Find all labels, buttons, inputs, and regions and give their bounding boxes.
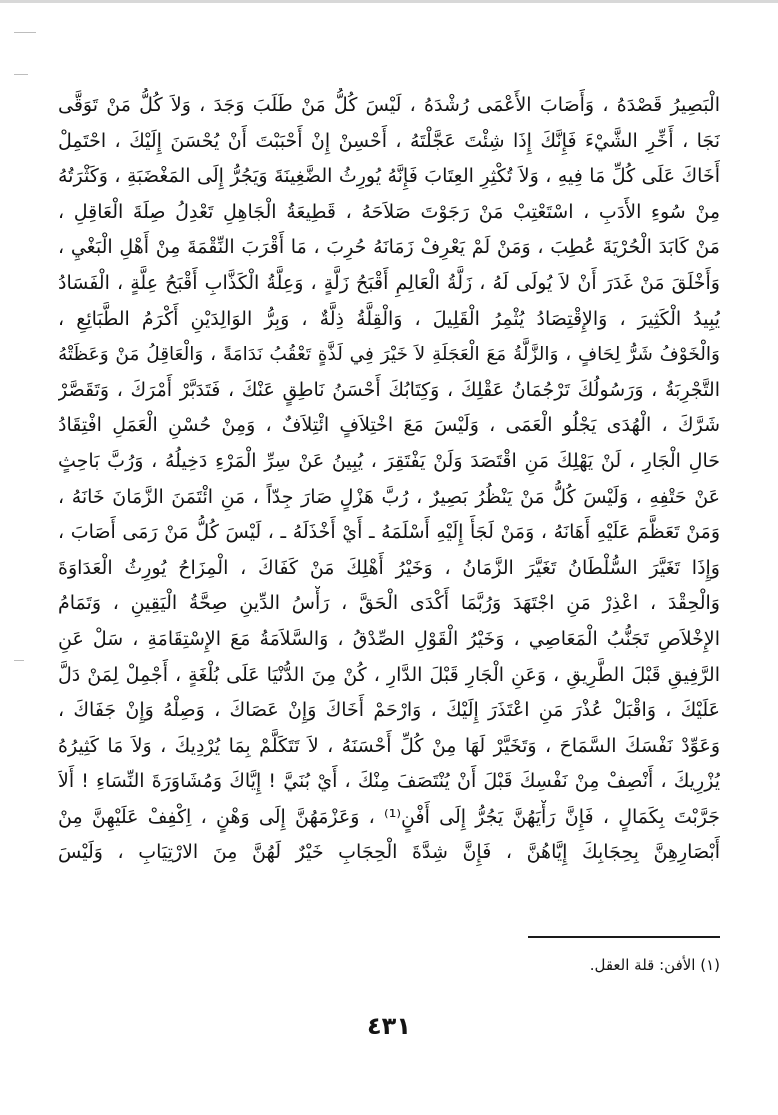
main-text-block	[58, 88, 720, 871]
text-line: وَأَخْلَقَ مَنْ غَدَرَ أَنْ لاَ يُولَى لَهُ ، زَلَّةُ الْعَالِمِ أَقْبَحُ زَلَّةٍ ، وَعِلَّةُ الْكَذَّابِ أَقْبَحُ عِلَّةٍ ، الْفَسَادُ	[58, 271, 720, 294]
text-line: التَّجْرِبَةُ ، وَرَسُولُكَ تَرْجُمَانُ عَقْلِكَ ، وَكِتَابُكَ أَحْسَنُ نَاطِقٍ عَنْكَ ، فَتَدَبَّرْ أَمْرَكَ ، وَتَقَصَّرْ	[58, 378, 720, 401]
text-line: مَنْ كَابَدَ الْحُرْيَةَ عُطِبَ ، وَمَنْ لَمْ يَعْرِفْ زَمَانَهُ حُرِبَ ، مَا أَقْرَبَ النِّقْمَةَ مِنْ أَهْلِ الْبَغْيِ ،	[58, 236, 720, 259]
scan-artifact	[14, 32, 36, 33]
text-line: الْبَصِيرُ قَصْدَهُ ، وَأَصَابَ الأَعْمَى رُشْدَهُ ، لَيْسَ كُلُّ مَنْ طَلَبَ وَجَدَ ، وَلاَ كُلُّ مَنْ تَوَقَّى	[58, 94, 720, 116]
text-line: أَبْصَارِهِنَّ بِحِجَابِكَ إِيَّاهُنَّ ، فَإِنَّ شِدَّةَ الْحِجَابِ خَيْرٌ لَهُنَّ مِنَ الارْتِيَابِ ، وَلَيْسَ	[58, 841, 720, 864]
text-line: مِنْ سُوءِ الأَدَبِ ، اسْتَعْتِبْ مَنْ رَجَوْتَ صَلاَحَهُ ، قَطِيعَةُ الْجَاهِلِ تَعْدِلُ صِلَةَ الْعَاقِلِ ،	[58, 200, 720, 223]
text-line: الإِخْلاَصِ تَجَنُّبُ الْمَعَاصِي ، وَخَيْرُ الْقَوْلِ الصِّدْقُ ، وَالسَّلاَمَةُ مَعَ الإِسْتِقَامَةِ ، سَلْ عَنِ	[58, 627, 720, 650]
text-line: يُبِيدُ الْكَثِيرَ ، وَالإِقْتِصَادُ يُثْمِرُ الْقَلِيلَ ، وَالْقِلَّةُ ذِلَّةٌ ، وَبِرُّ الوَالِدَيْنِ أَكْرَمُ الطَّبَائِعِ ،	[58, 307, 720, 330]
text-line: نَجَا ، أَخِّرِ الشَّيْءَ فَإِنَّكَ إِذَا شِئْتَ عَجَّلْتَهُ ، أَحْسِنْ إِنْ أَحْبَبْتَ أَنْ يُحْسَنَ إِلَيْكَ ، احْتَمِلْ	[58, 129, 720, 152]
text-line: أَخَاكَ عَلَى كُلِّ مَا فِيهِ ، وَلاَ تُكْثِرِ العِتَابَ فَإِنَّهُ يُورِثُ الضَّغِينَةَ وَيَجُرُّ إِلَى المَغْضَبَةِ ، وَكَثْرَتُهُ	[58, 165, 720, 188]
text-line: وَالْخَوْفُ شَرُّ لِحَافٍ ، وَالزَّلَّةُ مَعَ الْعَجَلَةِ لاَ خَيْرَ فِي لَذَّةٍ تَعْقُبُ نَدَامَةً ، وَالْعَاقِلُ مَنْ وَعَظَتْهُ	[58, 344, 720, 366]
text-line: حَالِ الْجَارِ ، لَنْ يَهْلِكَ مَنِ اقْتَصَدَ وَلَنْ يَفْتَقِرَ ، يُبِينُ عَنْ سِرِّ الْمَرْءِ دَخِيلُهُ ، وَرُبَّ بَاحِثٍ	[58, 449, 720, 472]
scan-artifact	[14, 660, 24, 661]
scan-artifact	[14, 74, 28, 75]
text-line: عَنْ حَتْفِهِ ، وَلَيْسَ كُلُّ مَنْ يَنْظُرُ بَصِيرٌ ، رُبَّ هَزْلٍ صَارَ جِدّاً ، مَنِ ائْتَمَنَ الزَّمَانَ خَانَهُ ،	[58, 485, 720, 508]
footnote: (١) الأفن: قلة العقل.	[589, 956, 720, 974]
text-line: وَمَنْ تَعَظَّمَ عَلَيْهِ أَهَانَهُ ، وَمَنْ لَجَأَ إِلَيْهِ أَسْلَمَهُ ـ أَيْ أَخْذَلَهُ ـ ، لَيْسَ كُلُّ مَنْ رَمَى أَصَابَ ،	[58, 521, 720, 544]
text-line: جَرَّبْتَ بِكَمَالٍ ، فَإِنَّ رَأْيَهُنَّ يَجُرُّ إِلَى أَفْنٍ⁽¹⁾ ، وَعَزْمَهُنَّ إِلَى وَهْنٍ ، اِكْفِفْ عَلَيْهِنَّ مِنْ	[58, 805, 720, 828]
page-top-edge	[0, 0, 778, 3]
text-line: يُزْرِيكَ ، أَنْصِفْ مِنْ نَفْسِكَ قَبْلَ أَنْ يُنْتَصَفَ مِنْكَ ، أَيْ بُنَيَّ ! إِيَّاكَ وَمُشَاوَرَةَ النِّسَاءِ ! أَلاَ	[58, 770, 720, 793]
text-line: شَرَّكَ ، الْهُدَى يَجْلُو الْعَمَى ، وَلَيْسَ مَعَ اخْتِلاَفٍ ائْتِلاَفٌ ، وَمِنْ حُسْنِ الْعَمَلِ افْتِقَادُ	[58, 414, 720, 437]
text-line: وَإِذَا تَغَيَّرَ السُّلْطَانُ تَغَيَّرَ الزَّمَانُ ، وَخَيْرُ أَهْلِكَ مَنْ كَفَاكَ ، الْمِزَاحُ يُورِثُ الْعَدَاوَةَ	[58, 556, 720, 579]
text-line: وَعَوِّدْ نَفْسَكَ السَّمَاحَ ، وَتَخَيَّرْ لَهَا مِنْ كُلِّ أَحْسَنَهُ ، لاَ تَتَكَلَّمْ بِمَا يُرْدِيكَ ، وَلاَ مَا كَثِيرُهُ	[58, 734, 720, 757]
text-line: وَالْحِقْدَ ، اعْذِرْ مَنِ اجْتَهَدَ وَرُبَّمَا أَكْدَى الْحَقَّ ، رَأْسُ الدِّينِ صِحَّةُ الْيَقِينِ ، وَتَمَامُ	[58, 592, 720, 615]
footnote-separator	[528, 936, 720, 938]
text-line: الرَّفِيقِ قَبْلَ الطَّرِيقِ ، وَعَنِ الْجَارِ قَبْلَ الدَّارِ ، كُنْ مِنَ الدُّنْيَا عَلَى بُلْغَةٍ ، أَجْمِلْ لِمَنْ دَلَّ	[58, 663, 720, 686]
page-number: ٤٣١	[367, 1012, 411, 1040]
text-line: عَلَيْكَ ، وَاقْبَلْ عُذْرَ مَنِ اعْتَذَرَ إِلَيْكَ ، وَارْحَمْ أَخَاكَ وَإِنْ عَصَاكَ ، وَصِلْهُ وَإِنْ جَفَاكَ ،	[58, 699, 720, 722]
